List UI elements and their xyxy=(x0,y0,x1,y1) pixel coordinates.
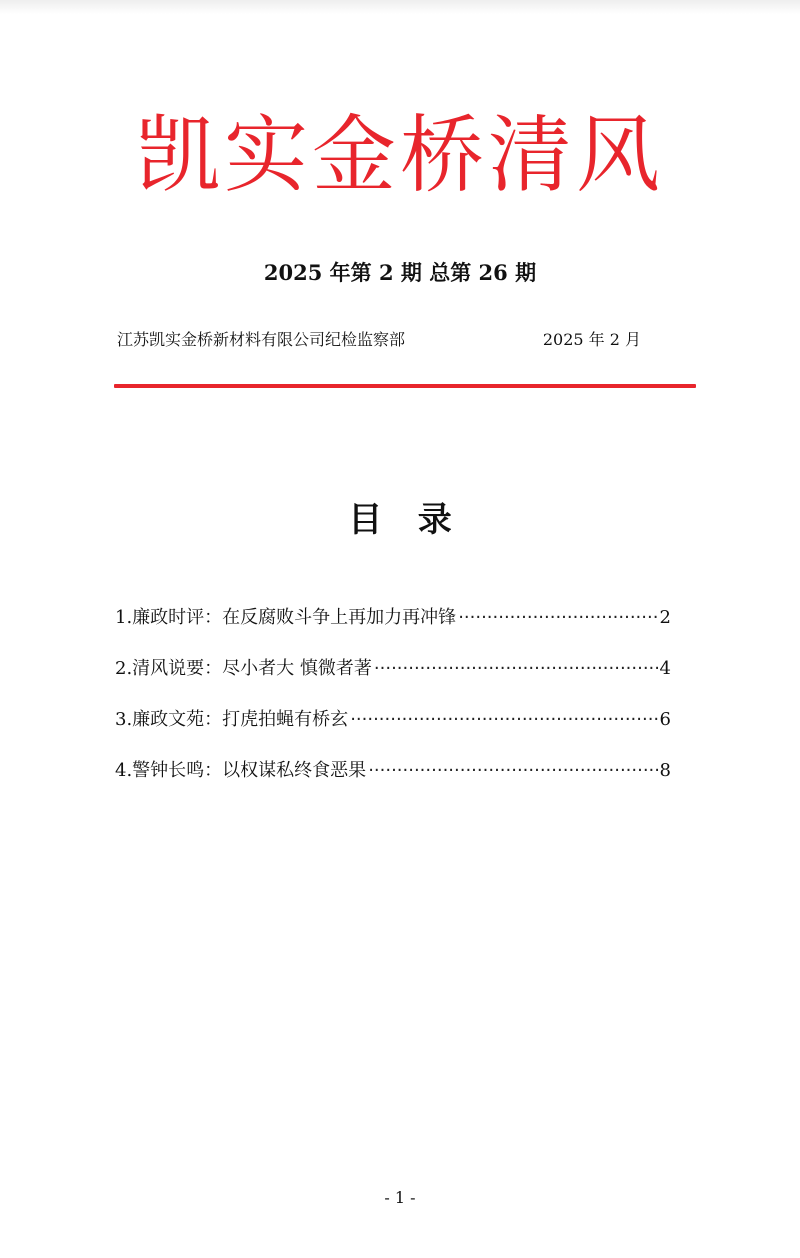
toc-item-label: 4.警钟长鸣：以权谋私终食恶果 xyxy=(115,760,367,781)
issue-date: 2025 年 2 月 xyxy=(542,330,641,349)
table-of-contents xyxy=(115,603,671,807)
toc-item xyxy=(115,603,671,654)
page-number: - 1 - xyxy=(384,1188,416,1207)
issuer-row xyxy=(117,326,641,354)
toc-leader-dots xyxy=(374,654,658,684)
toc-leader-dots xyxy=(458,603,657,633)
toc-leader-dots xyxy=(368,756,657,786)
toc-item xyxy=(115,705,671,756)
toc-item-label: 2.清风说要：尽小者大 慎微者著 xyxy=(115,658,372,679)
toc-title: 目 录 xyxy=(348,500,452,540)
toc-item-page: 4 xyxy=(659,658,671,679)
toc-item-label: 1.廉政时评：在反腐败斗争上再加力再冲锋 xyxy=(115,607,457,628)
toc-leader-dots xyxy=(350,705,657,735)
toc-item-label: 3.廉政文苑：打虎拍蝇有桥玄 xyxy=(115,709,349,730)
masthead-title: 凯实金桥清风 xyxy=(135,106,664,204)
toc-item xyxy=(115,756,671,807)
toc-item-page: 6 xyxy=(659,709,671,730)
toc-item-page: 2 xyxy=(659,607,671,628)
issuer-organization: 江苏凯实金桥新材料有限公司纪检监察部 xyxy=(117,330,406,349)
toc-item-page: 8 xyxy=(659,760,671,781)
issue-number: 2025 年第 2 期 总第 26 期 xyxy=(263,260,537,285)
toc-item xyxy=(115,654,671,705)
red-divider-line xyxy=(114,384,696,388)
